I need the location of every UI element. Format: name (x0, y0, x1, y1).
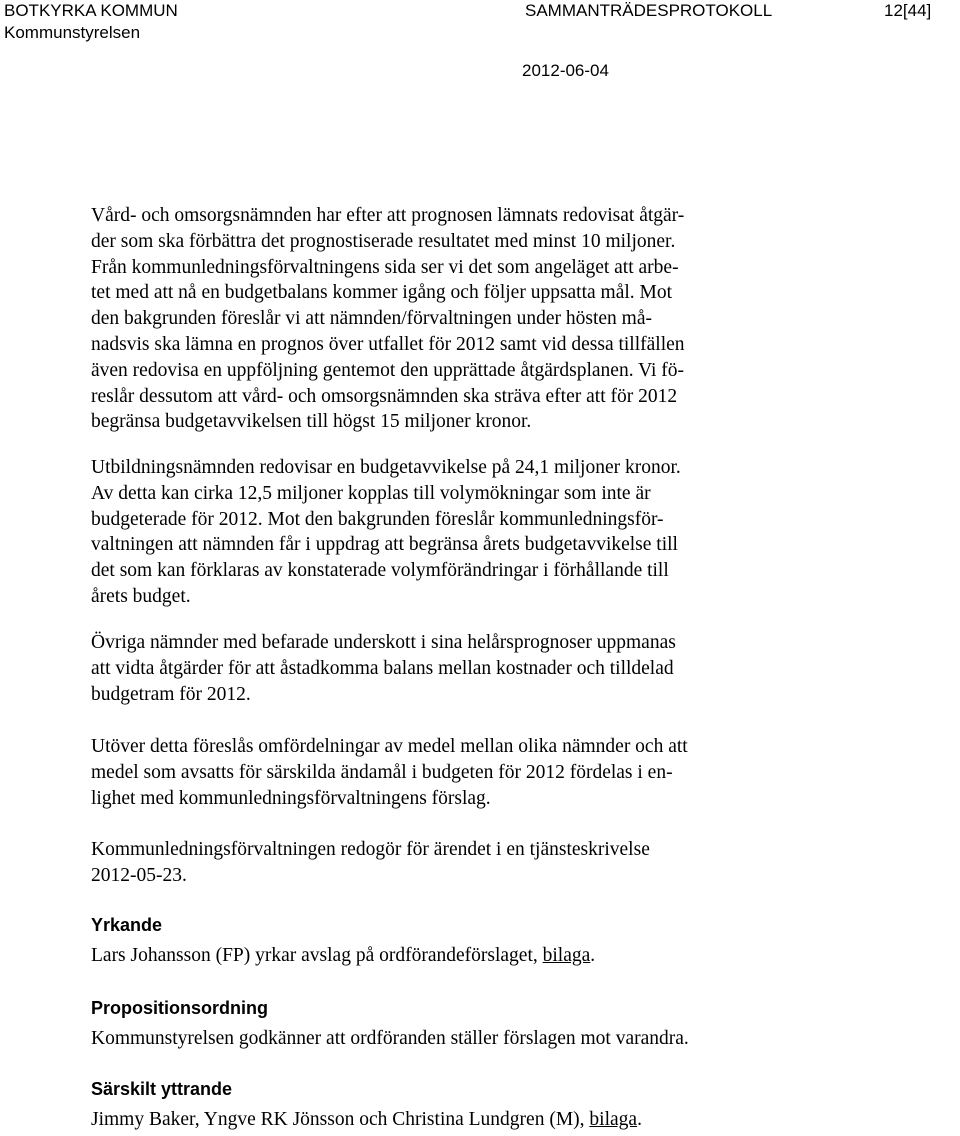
sarskilt-yttrande-sentence: Jimmy Baker, Yngve RK Jönsson och Christina Lundgren (M), (91, 1109, 590, 1130)
text-line: årets budget. (91, 585, 191, 607)
paragraph-utbildning (91, 455, 831, 610)
heading-propositionsordning: Propositionsordning (91, 998, 268, 1018)
header-date: 2012-06-04 (522, 61, 609, 80)
text-line: nadsvis ska lämna en prognos över utfallet för 2012 samt vid dessa tillfällen (91, 333, 685, 355)
text-line: reslår dessutom att vård- och omsorgsnämnden ska sträva efter att för 2012 (91, 385, 678, 407)
text-line: Kommunledningsförvaltningen redogör för ärendet i en tjänsteskrivelse (91, 839, 650, 860)
text-line: budgetram för 2012. (91, 683, 251, 705)
heading-yrkande: Yrkande (91, 915, 163, 935)
paragraph-ovriga-namnder (91, 630, 831, 707)
text-line: tet med att nå en budgetbalans kommer igång och följer uppsatta mål. Mot (91, 282, 673, 304)
text-line: medel som avsatts för särskilda ändamål i budgeten för 2012 fördelas i en- (91, 761, 673, 783)
text-line: även redovisa en uppföljning gentemot den upprättade åtgärdsplanen. Vi fö- (91, 359, 685, 381)
sarskilt-yttrande-line (91, 1107, 831, 1133)
sarskilt-yttrande-end: . (637, 1109, 642, 1130)
text-line: Övriga nämnder med befarade underskott i sina helårsprognoser uppmanas (91, 632, 676, 653)
bilaga-link[interactable]: bilaga (542, 945, 591, 966)
yrkande-end: . (590, 945, 596, 966)
text-line: lighet med kommunledningsförvaltningens förslag. (91, 787, 491, 809)
header-committee: Kommunstyrelsen (4, 23, 141, 42)
text-line: valtningen att nämnden får i uppdrag att begränsa årets budgetavvikelse till (91, 534, 678, 556)
sarskilt-yttrande-text (91, 1107, 831, 1133)
yrkande-sentence: Lars Johansson (FP) yrkar avslag på ordförandeförslaget, (91, 945, 543, 966)
text-line: Vård- och omsorgsnämnden har efter att prognosen lämnats redovisat åtgär- (91, 205, 685, 226)
header-municipality: BOTKYRKA KOMMUN (4, 1, 178, 20)
text-line: Utöver detta föreslås omfördelningar av medel mellan olika nämnder och att (91, 736, 688, 757)
text-line: Utbildningsnämnden redovisar en budgetavvikelse på 24,1 miljoner kronor. (91, 457, 681, 478)
header-document-type: SAMMANTRÄDESPROTOKOLL (525, 1, 773, 20)
header-page-number: 12[44] (884, 1, 932, 20)
text-line: att vidta åtgärder för att åstadkomma balans mellan kostnader och tilldelad (91, 657, 674, 679)
paragraph-vard-och-omsorg (91, 203, 831, 435)
yrkande-line (91, 943, 831, 969)
propositionsordning-line: Kommunstyrelsen godkänner att ordföranden ställer förslagen mot varandra. (91, 1028, 689, 1049)
text-line: Av detta kan cirka 12,5 miljoner kopplas till volymökningar som inte är (91, 482, 651, 504)
paragraph-omfordelningar (91, 734, 831, 811)
text-line: der som ska förbättra det prognostiserade resultatet med minst 10 miljoner. (91, 230, 676, 252)
heading-sarskilt-yttrande: Särskilt yttrande (91, 1079, 233, 1099)
text-line: Från kommunledningsförvaltningens sida ser vi det som angeläget att arbe- (91, 256, 679, 278)
text-line: begränsa budgetavvikelsen till högst 15 miljoner kronor. (91, 411, 532, 433)
paragraph-tjansteskrivelse (91, 837, 831, 889)
yrkande-text (91, 943, 831, 969)
text-line: det som kan förklaras av konstaterade volymförändringar i förhållande till (91, 560, 669, 582)
text-line: den bakgrunden föreslår vi att nämnden/förvaltningen under hösten må- (91, 308, 652, 330)
text-line: budgeterade för 2012. Mot den bakgrunden föreslår kommunledningsför- (91, 508, 664, 530)
propositionsordning-text (91, 1026, 831, 1052)
text-line: 2012-05-23. (91, 864, 187, 886)
bilaga-link[interactable]: bilaga (589, 1109, 638, 1130)
